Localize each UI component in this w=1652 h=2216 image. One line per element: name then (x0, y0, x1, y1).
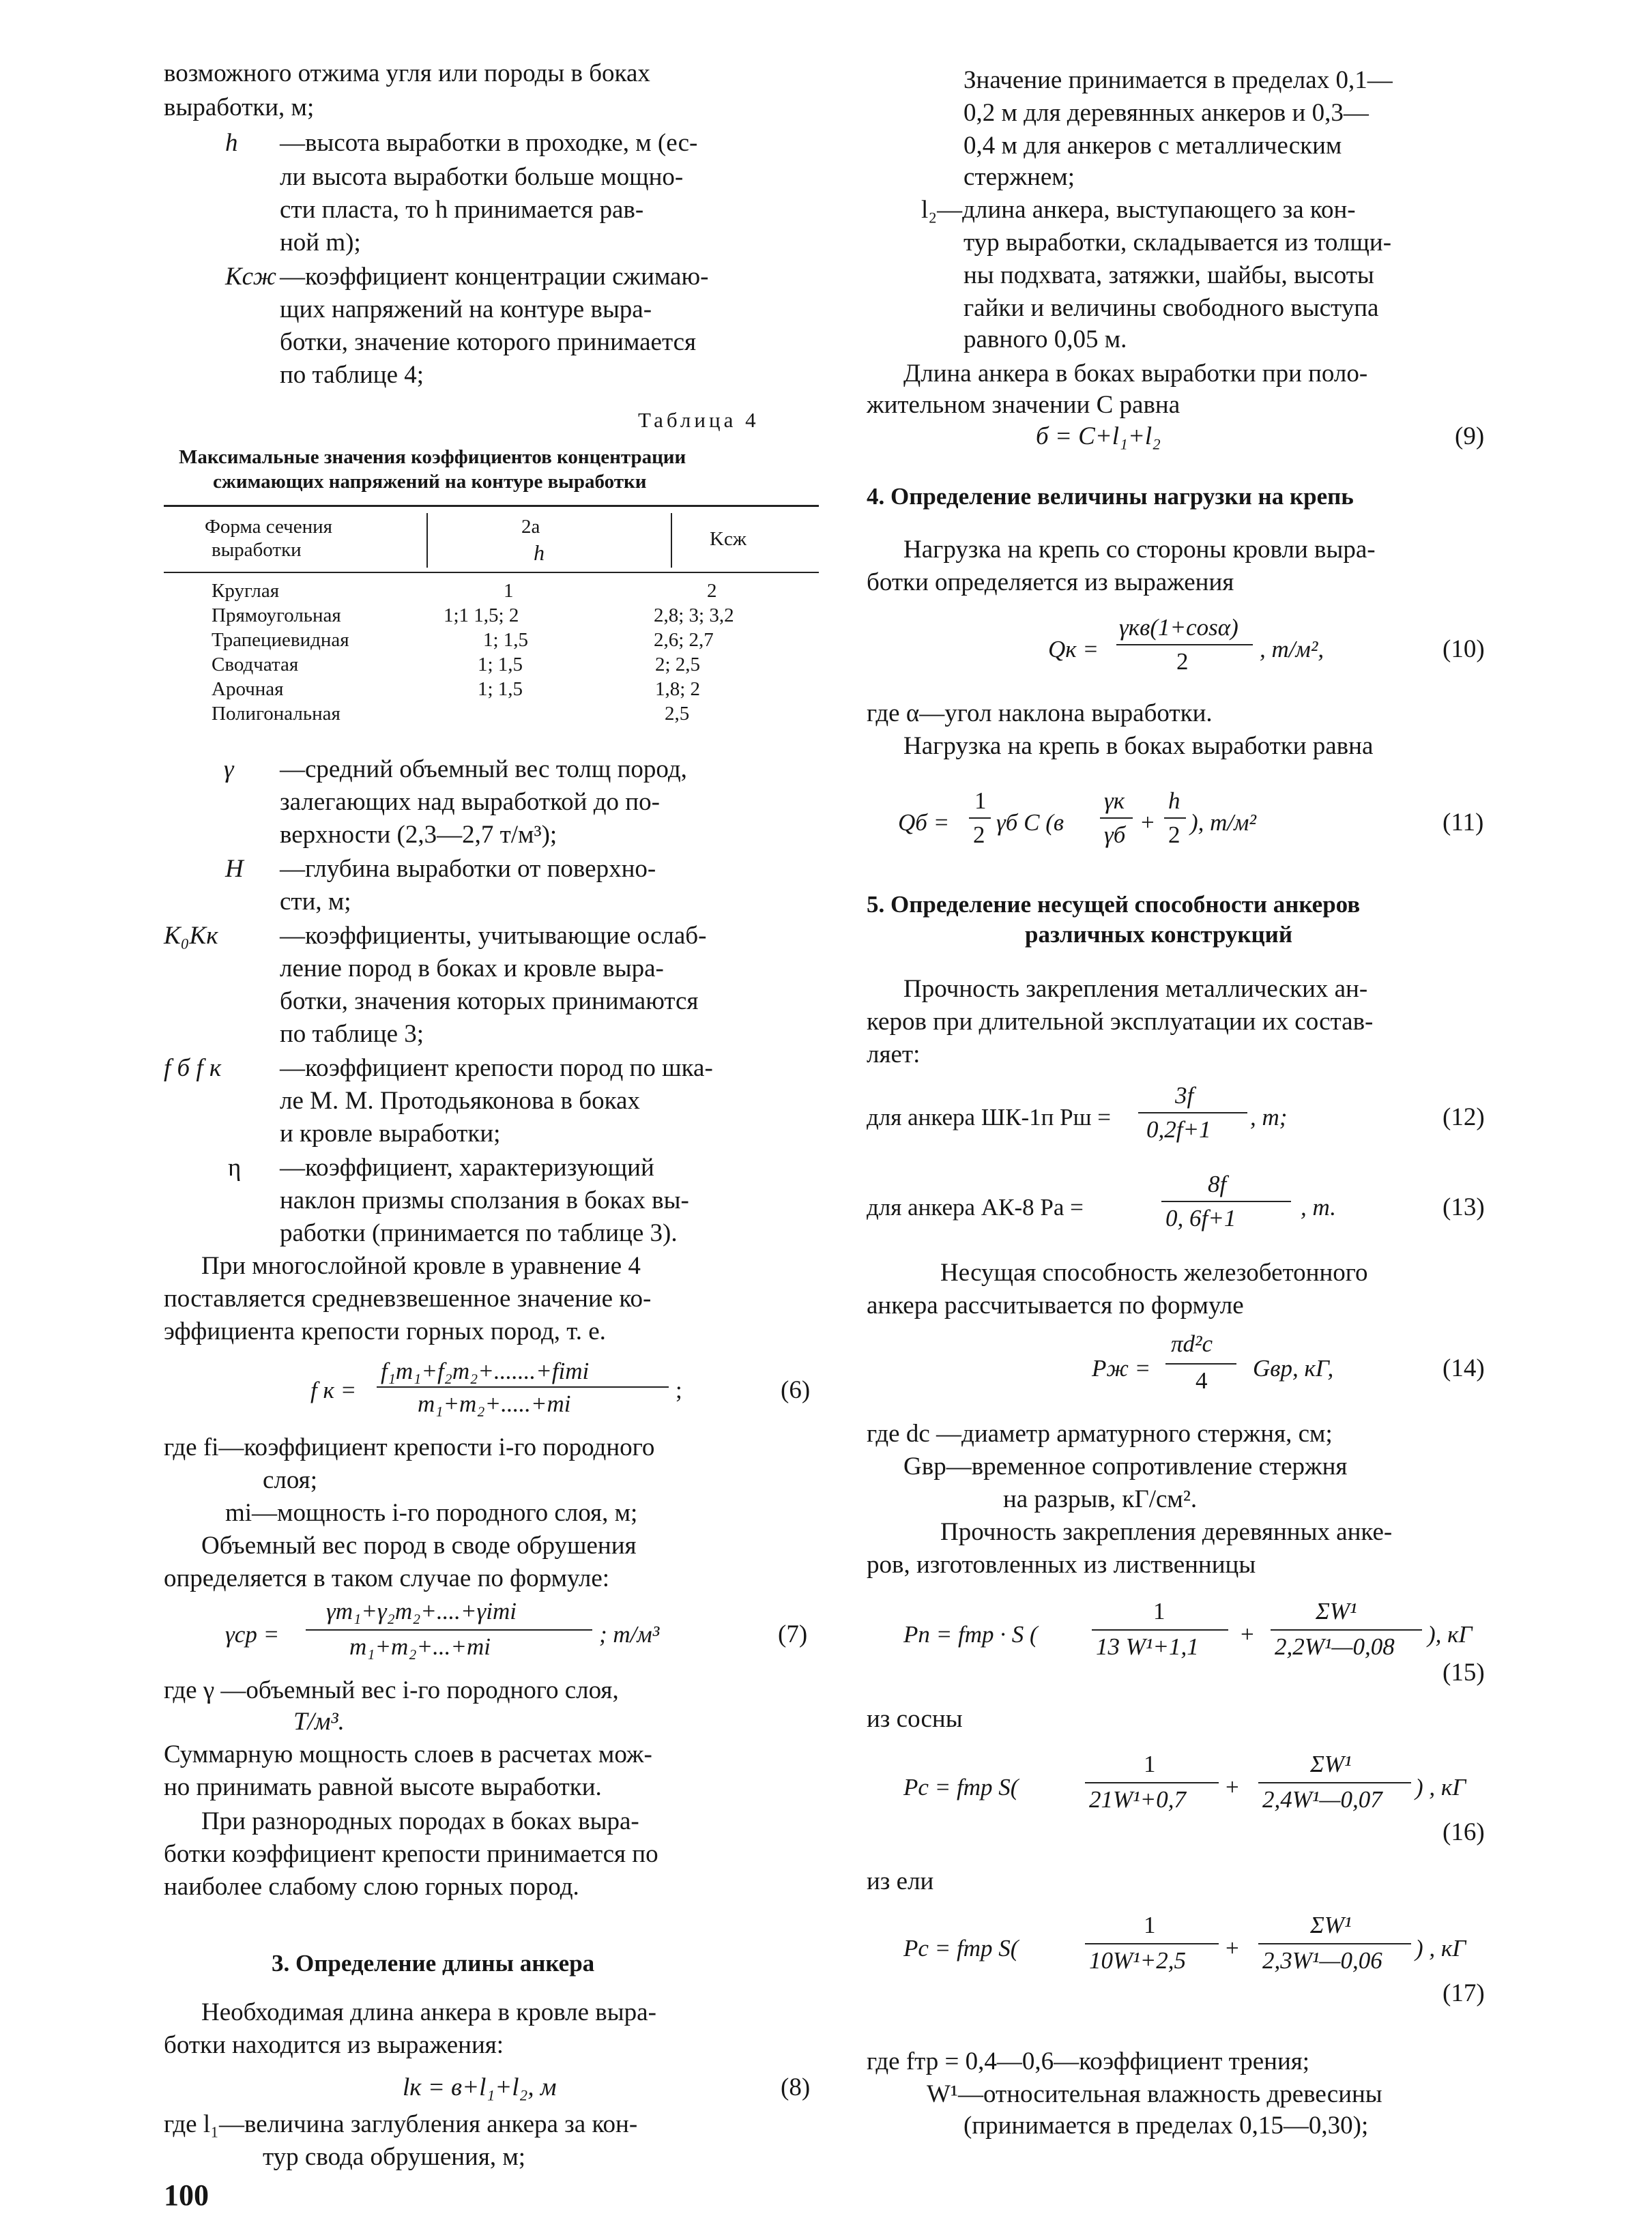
eq-part: γб C (в (996, 809, 1064, 836)
text-line: —средний объемный вес толщ пород, (280, 755, 687, 783)
text-line: верхности (2,3—2,7 т/м³); (280, 821, 557, 849)
eq-tail: , т. (1301, 1194, 1336, 1221)
table-cell: Прямоугольная (212, 604, 341, 626)
text-line: где γ —объемный вес i-го породного слоя, (164, 1676, 619, 1704)
text-line: ление пород в боках и кровле выра- (280, 954, 664, 982)
text-line: тур выработки, складывается из толщи- (963, 229, 1392, 257)
eq-tail: ), кГ (1428, 1621, 1473, 1648)
table-cell: 1; 1,5 (478, 654, 523, 675)
equation-number: (10) (1443, 635, 1485, 663)
symbol: Kсж (225, 263, 277, 291)
eq-lhs: f к = (310, 1377, 357, 1403)
table-cell: 2,8; 3; 3,2 (654, 604, 734, 626)
text-line: ров, изготовленных из лиственницы (867, 1551, 1256, 1579)
eq-numerator: f₁m₁+f₂m₂+.......+fimi (381, 1358, 590, 1384)
eq-denominator: 2 (1176, 648, 1189, 675)
eq-numerator: 8f (1208, 1171, 1227, 1197)
text-line: из сосны (867, 1705, 963, 1733)
text-line: керов при длительной эксплуатации их состав- (867, 1008, 1374, 1036)
section-heading: 5. Определение несущей способности анкеров (867, 891, 1361, 918)
eq-lhs: для анкера АК-8 Pа = (867, 1194, 1084, 1221)
eq-denominator: γб (1104, 821, 1126, 848)
eq-part: + (1226, 1935, 1239, 1962)
text-line: возможного отжима угля или породы в боках (164, 59, 650, 87)
eq-denominator: 2 (1168, 821, 1180, 848)
fraction-bar (306, 1629, 592, 1631)
table-cell: Полигональная (212, 703, 340, 725)
eq-denominator: m₁+m₂+.....+mi (418, 1390, 571, 1417)
text-line: Необходимая длина анкера в кровле выра- (201, 1998, 656, 2026)
text-line: —высота выработки в проходке, м (ес- (280, 129, 698, 157)
text-line: и кровле выработки; (280, 1120, 501, 1148)
text-line: ле М. М. Протодьяконова в боках (280, 1087, 640, 1115)
eq-part: + (1141, 809, 1155, 836)
table-header-cell: Kсж (710, 528, 747, 550)
table-header-cell: Форма сечения (205, 516, 332, 538)
fraction-bar (1085, 1782, 1219, 1783)
table-cell: Круглая (212, 580, 280, 602)
eq-denominator: 2 (973, 821, 985, 848)
text-line: При многослойной кровле в уравнение 4 (201, 1252, 641, 1280)
text-line: гайки и величины свободного выступа (963, 294, 1379, 322)
symbol: f б f к (164, 1054, 222, 1082)
text-line: Суммарную мощность слоев в расчетах мож- (164, 1740, 652, 1768)
eq-lhs: Qк = (1048, 636, 1099, 662)
fraction-bar (377, 1386, 669, 1388)
text-line: 0,2 м для деревянных анкеров и 0,3— (963, 99, 1369, 127)
text-line: жительном значении С равна (867, 391, 1180, 419)
text-line: но принимать равной высоте выработки. (164, 1773, 602, 1801)
eq-tail: ), т/м² (1190, 809, 1256, 836)
table-cell: Трапециевидная (212, 629, 349, 651)
eq-numerator: ΣW¹ (1310, 1912, 1352, 1938)
eq-lhs: γср = (225, 1621, 280, 1648)
eq-lhs: Pп = fтр · S ( (903, 1621, 1038, 1648)
fraction-bar (1161, 1201, 1291, 1202)
text-line: Нагрузка на крепь в боках выработки равна (903, 732, 1374, 760)
fraction-bar (1258, 1782, 1411, 1783)
text-line: 0,4 м для анкеров с металлическим (963, 132, 1342, 160)
text-line: —глубина выработки от поверхно- (280, 855, 656, 883)
fraction-bar (1258, 1943, 1411, 1944)
eq-tail: , т; (1250, 1104, 1288, 1131)
equation-number: (7) (778, 1620, 808, 1648)
text-line: Прочность закрепления металлических ан- (903, 975, 1368, 1003)
text-line: При разнородных породах в боках выра- (201, 1807, 639, 1835)
eq-tail: ) , кГ (1415, 1935, 1466, 1962)
section-heading: 3. Определение длины анкера (272, 1950, 595, 1977)
section-heading: различных конструкций (1025, 921, 1293, 948)
text-line: W¹—относительная влажность древесины (927, 2080, 1382, 2108)
eq-numerator: 1 (1153, 1598, 1165, 1624)
table-rule-top (164, 505, 819, 507)
text-line: слоя; (263, 1466, 317, 1494)
eq-numerator: γкв(1+cosα) (1119, 614, 1238, 641)
equation-number: (15) (1443, 1659, 1485, 1687)
eq-denominator: m₁+m₂+...+mi (349, 1633, 491, 1660)
table-cell: 2,6; 2,7 (654, 629, 714, 651)
eq-numerator: 1 (1144, 1912, 1156, 1938)
text-line: Прочность закрепления деревянных анке- (940, 1518, 1393, 1546)
text-line: ляет: (867, 1040, 921, 1068)
text-line: ботки, значение которого принимается (280, 328, 697, 356)
eq-denominator: 10W¹+2,5 (1089, 1947, 1187, 1974)
text-line: ботки коэффициент крепости принимается по (164, 1840, 658, 1868)
eq-lhs: Pж = (1092, 1355, 1151, 1382)
text-line: равного 0,05 м. (963, 325, 1127, 353)
symbol: K₀Kк (164, 922, 218, 950)
equation-number: (9) (1455, 422, 1485, 450)
text-line: наклон призмы сползания в боках вы- (280, 1186, 689, 1214)
eq-numerator: 3f (1175, 1082, 1194, 1109)
text-line: стержнем; (963, 163, 1075, 191)
equation-number: (6) (781, 1376, 811, 1404)
table-title: Максимальные значения коэффициентов концентрации (179, 446, 686, 468)
text-line: по таблице 3; (280, 1020, 424, 1048)
fraction-bar (1100, 817, 1133, 819)
table-header-cell: выработки (212, 539, 302, 561)
eq-lhs: для анкера ШК-1п Pш = (867, 1104, 1112, 1131)
text-line: —коэффициенты, учитывающие ослаб- (280, 922, 707, 950)
eq-denominator: 0, 6f+1 (1165, 1205, 1236, 1231)
text-line: ботки находится из выражения: (164, 2031, 504, 2059)
equation-number: (12) (1443, 1103, 1485, 1131)
text-line: выработки, м; (164, 93, 315, 121)
text-line: Значение принимается в пределах 0,1— (963, 66, 1393, 94)
text-line: тур свода обрушения, м; (263, 2143, 526, 2171)
text-line: (принимается в пределах 0,15—0,30); (963, 2112, 1369, 2140)
table-header-cell: h (534, 540, 545, 565)
equation-number: (11) (1443, 808, 1484, 836)
text-line: Длина анкера в боках выработки при поло- (903, 360, 1368, 388)
text-line: по таблице 4; (280, 361, 424, 389)
text-line: где l₁—величина заглубления анкера за кон- (164, 2110, 638, 2138)
equation-number: (8) (781, 2073, 811, 2101)
eq-numerator: γm₁+γ₂m₂+....+γimi (326, 1598, 517, 1624)
text-line: —коэффициент крепости пород по шка- (280, 1054, 713, 1082)
text-line: сти, м; (280, 888, 351, 916)
table-cell: Арочная (212, 678, 284, 700)
fraction-bar (1271, 1629, 1422, 1631)
text-line: ны подхвата, затяжки, шайбы, высоты (963, 261, 1374, 289)
equation-number: (17) (1443, 1979, 1485, 2007)
equation-8: lк = в+l₁+l₂, м (403, 2073, 557, 2101)
text-line: определяется в таком случае по формуле: (164, 1564, 610, 1592)
table-col-divider (426, 513, 428, 568)
table-cell: Сводчатая (212, 654, 299, 675)
text-line: ной m); (280, 229, 361, 257)
eq-tail: ; (676, 1377, 682, 1403)
text-line: ботки, значения которых принимаются (280, 987, 699, 1015)
table-cell: 1 (504, 580, 514, 602)
symbol: h (225, 129, 238, 157)
table-cell: 2 (707, 580, 717, 602)
table-cell: 2,5 (665, 703, 690, 725)
eq-numerator: ΣW¹ (1316, 1598, 1357, 1624)
eq-numerator: h (1168, 787, 1180, 814)
text-line: из ели (867, 1867, 934, 1895)
text-line: эффициента крепости горных пород, т. е. (164, 1317, 606, 1345)
symbol: γ (224, 755, 234, 783)
text-line: наиболее слабому слою горных пород. (164, 1873, 579, 1901)
fraction-bar (1138, 1112, 1247, 1113)
text-line: где fтр = 0,4—0,6—коэффициент трения; (867, 2047, 1310, 2075)
text-line: сти пласта, то h принимается рав- (280, 196, 644, 224)
text-line: работки (принимается по таблице 3). (280, 1219, 678, 1247)
symbol: H (225, 855, 244, 883)
text-line: —коэффициент концентрации сжимаю- (280, 263, 709, 291)
table-header-cell: 2a (521, 516, 540, 538)
table-title: сжимающих напряжений на контуре выработки (213, 471, 647, 493)
table-cell: 1; 1,5 (483, 629, 529, 651)
fraction-bar (1092, 1629, 1228, 1631)
table-rule-head (164, 572, 819, 573)
fraction-bar (1085, 1943, 1219, 1944)
fraction-bar (1116, 644, 1253, 645)
eq-numerator: πd²c (1171, 1330, 1213, 1357)
eq-tail: , т/м², (1260, 636, 1324, 662)
table-cell: 1;1 1,5; 2 (444, 604, 519, 626)
eq-tail: ; т/м³ (599, 1621, 660, 1648)
text-line: Gвр—временное сопротивление стержня (903, 1453, 1348, 1481)
eq-tail: ) , кГ (1415, 1774, 1466, 1800)
text-line: поставляется средневзвешенное значение ко- (164, 1285, 652, 1313)
eq-denominator: 4 (1195, 1367, 1208, 1394)
eq-numerator: γк (1104, 787, 1125, 814)
section-heading: 4. Определение величины нагрузки на крепь (867, 483, 1354, 510)
eq-lhs: Pс = fтр S( (903, 1774, 1019, 1800)
equation-9: б = C+l₁+l₂ (1036, 422, 1161, 450)
fraction-bar (1165, 1363, 1236, 1365)
text-line: Нагрузка на крепь со стороны кровли выра- (903, 536, 1376, 564)
fraction-bar (1164, 817, 1186, 819)
eq-numerator: ΣW¹ (1310, 1751, 1352, 1777)
eq-denominator: 21W¹+0,7 (1089, 1786, 1187, 1813)
text-line: l₂—длина анкера, выступающего за кон- (921, 196, 1356, 224)
eq-lhs: Pс = fтр S( (903, 1935, 1019, 1962)
eq-numerator: 1 (974, 787, 987, 814)
fraction-bar (969, 817, 991, 819)
eq-numerator: 1 (1144, 1751, 1156, 1777)
equation-number: (16) (1443, 1818, 1485, 1846)
text-line: где fi—коэффициент крепости i-го породного (164, 1433, 655, 1461)
eq-denominator: 2,2W¹—0,08 (1275, 1633, 1395, 1660)
text-line: где dc —диаметр арматурного стержня, см; (867, 1420, 1333, 1448)
text-line: анкера рассчитывается по формуле (867, 1292, 1244, 1320)
table-label: Таблица 4 (638, 408, 759, 432)
table-col-divider (671, 513, 672, 568)
text-line: ботки определяется из выражения (867, 568, 1234, 596)
text-line: Несущая способность железобетонного (940, 1259, 1368, 1287)
page-number: 100 (164, 2178, 209, 2212)
eq-lhs: Qб = (898, 809, 950, 836)
equation-number: (13) (1443, 1193, 1485, 1221)
eq-denominator: 2,4W¹—0,07 (1262, 1786, 1382, 1813)
symbol: η (228, 1154, 242, 1182)
text-line: щих напряжений на контуре выра- (280, 295, 652, 323)
eq-part: + (1241, 1621, 1254, 1648)
text-line: залегающих над выработкой до по- (280, 788, 660, 816)
table-cell: 1; 1,5 (478, 678, 523, 700)
text-line: Т/м³. (293, 1708, 345, 1736)
table-cell: 2; 2,5 (655, 654, 701, 675)
eq-denominator: 0,2f+1 (1146, 1116, 1211, 1143)
text-line: ли высота выработки больше мощно- (280, 163, 684, 191)
table-cell: 1,8; 2 (655, 678, 701, 700)
eq-tail: Gвр, кГ, (1253, 1355, 1334, 1382)
text-line: —коэффициент, характеризующий (280, 1154, 654, 1182)
equation-number: (14) (1443, 1354, 1485, 1382)
eq-part: + (1226, 1774, 1239, 1800)
text-line: mi—мощность i-го породного слоя, м; (225, 1499, 638, 1527)
text-line: где α—угол наклона выработки. (867, 699, 1213, 727)
text-line: Объемный вес пород в своде обрушения (201, 1532, 637, 1560)
eq-denominator: 13 W¹+1,1 (1096, 1633, 1199, 1660)
eq-denominator: 2,3W¹—0,06 (1262, 1947, 1382, 1974)
text-line: на разрыв, кГ/см². (1003, 1485, 1198, 1513)
